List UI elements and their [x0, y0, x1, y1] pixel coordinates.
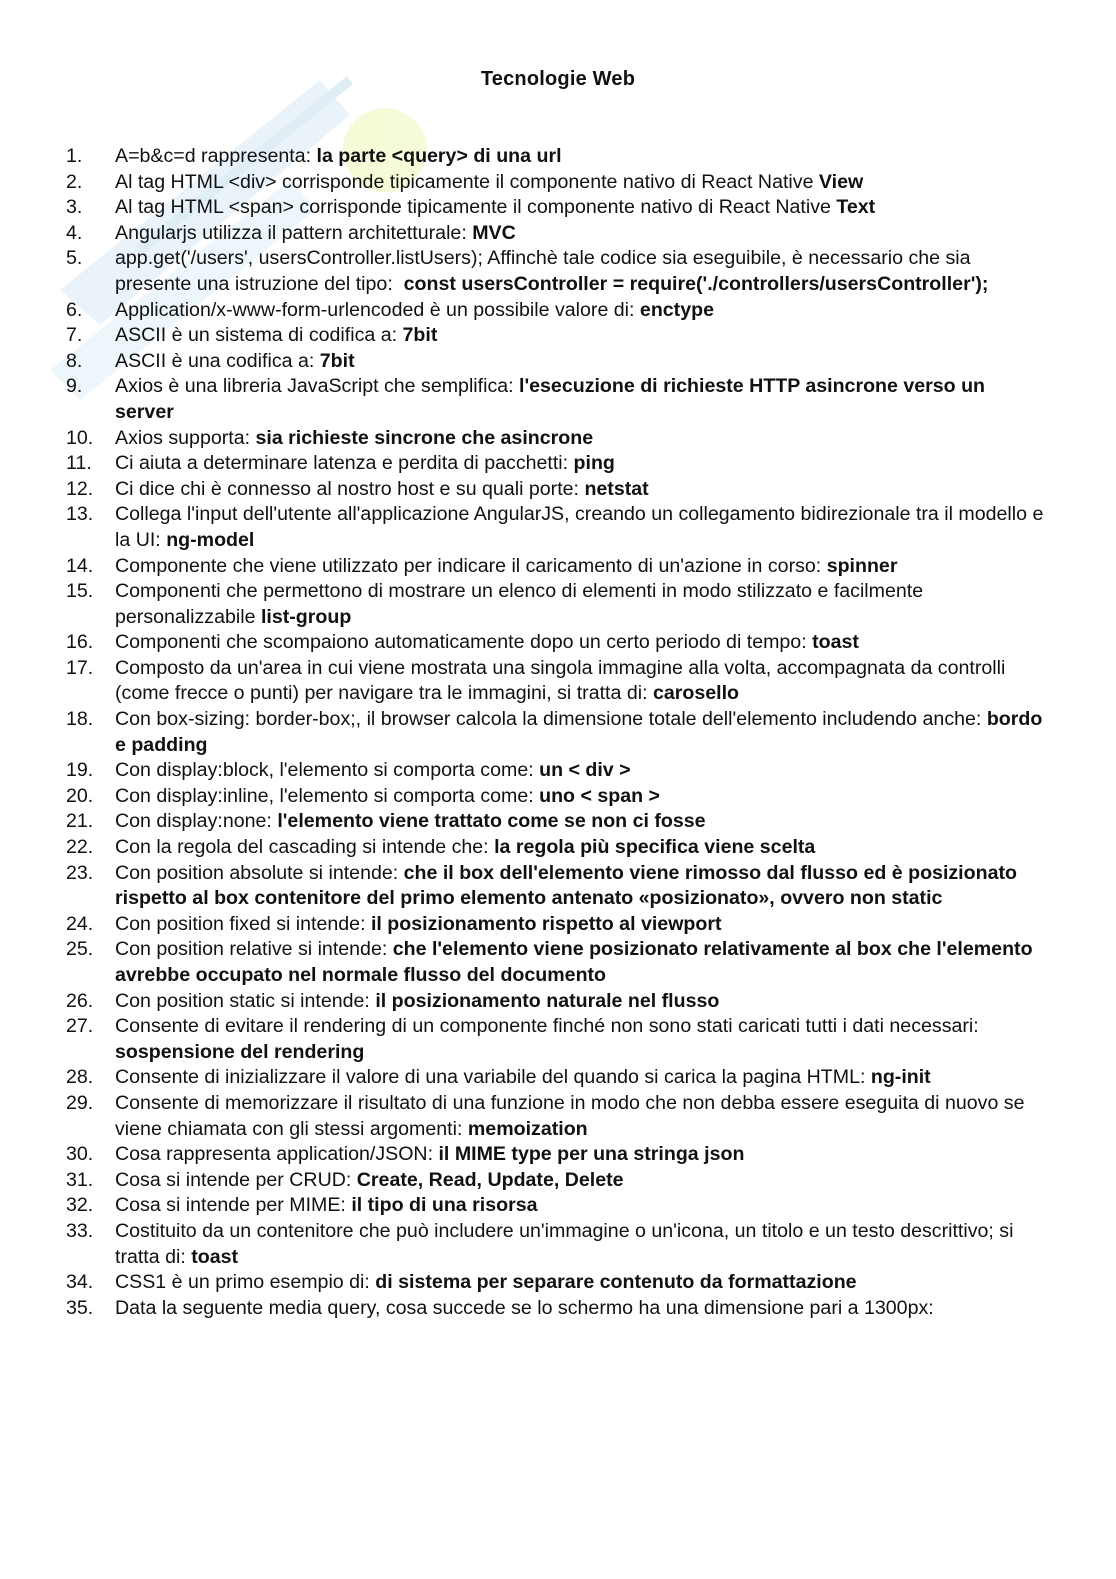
list-item	[66, 144, 1046, 170]
question-number: 27.	[66, 1015, 94, 1038]
question-body	[115, 1296, 1046, 1322]
question-number: 7.	[66, 324, 83, 347]
answer-text: il posizionamento naturale nel flusso	[375, 989, 720, 1012]
question-text: Consente di evitare il rendering di un componente finché non sono stati caricati tutti i dati necessari:	[115, 1015, 985, 1038]
question-body	[115, 170, 1046, 196]
question-text: Application/x-www-form-urlencoded è un possibile valore di:	[115, 298, 640, 321]
answer-text: Text	[836, 196, 876, 219]
question-text: Cosa si intende per CRUD:	[115, 1168, 357, 1191]
list-item	[66, 195, 1046, 221]
question-body	[115, 1014, 1046, 1065]
question-number: 25.	[66, 938, 94, 961]
list-item	[66, 989, 1046, 1015]
list-item	[66, 1270, 1046, 1296]
list-item	[66, 1296, 1046, 1322]
question-text: Componente che viene utilizzato per indicare il caricamento di un'azione in corso:	[115, 554, 827, 577]
list-item	[66, 170, 1046, 196]
question-body	[115, 758, 1046, 784]
question-body	[115, 1193, 1046, 1219]
answer-text: che il box dell'elemento viene rimosso dal flusso ed è posizionato rispetto al box contenitore del primo elemento antenato «posizionato», ovvero non static	[115, 861, 1023, 910]
question-text: Axios supporta:	[115, 426, 256, 449]
question-number: 34.	[66, 1271, 94, 1294]
answer-text: la regola più specifica viene scelta	[494, 836, 816, 859]
question-number: 5.	[66, 247, 83, 270]
question-number: 14.	[66, 554, 94, 577]
question-body	[115, 784, 1046, 810]
question-body	[115, 630, 1046, 656]
list-item	[66, 707, 1046, 758]
question-body	[115, 502, 1049, 553]
question-text: Collega l'input dell'utente all'applicazione AngularJS, creando un collegamento bidirezionale tra il modello e la UI:	[115, 503, 1049, 551]
answer-text: View	[818, 170, 864, 193]
answer-text: netstat	[584, 477, 649, 500]
list-item	[66, 374, 1046, 425]
question-number: 10.	[66, 426, 94, 449]
question-body	[115, 1091, 1046, 1142]
question-body	[115, 1219, 1046, 1270]
question-number: 11.	[66, 452, 92, 475]
question-body	[115, 323, 1046, 349]
answer-text: Create, Read, Update, Delete	[356, 1168, 624, 1191]
list-item	[66, 1065, 1046, 1091]
answer-text: enctype	[639, 298, 714, 321]
list-item	[66, 937, 1046, 988]
list-item	[66, 1168, 1046, 1194]
list-item	[66, 1014, 1046, 1065]
list-item	[66, 861, 1046, 912]
question-text: Con display:block, l'elemento si comporta come:	[115, 759, 540, 782]
answer-text: di sistema per separare contenuto da formattazione	[375, 1271, 857, 1294]
list-item	[66, 912, 1046, 938]
question-body	[115, 221, 1046, 247]
question-body	[115, 707, 1046, 758]
question-body	[115, 809, 1046, 835]
list-item	[66, 349, 1046, 375]
list-item	[66, 246, 1046, 297]
question-text: Con position relative si intende:	[115, 938, 393, 961]
list-item	[66, 630, 1046, 656]
answer-text: const usersController = require('./controllers/usersController');	[403, 272, 989, 295]
question-text: Con position fixed si intende:	[115, 912, 371, 935]
question-text: Composto da un'area in cui viene mostrata una singola immagine alla volta, accompagnata da controlli (come frecce o punti) per navigare tra le immagini, si tratta di:	[115, 656, 1011, 705]
answer-text: sospensione del rendering	[115, 1040, 365, 1063]
question-body	[115, 426, 1046, 452]
answer-text: 7bit	[402, 324, 438, 347]
question-number: 24.	[66, 912, 94, 935]
list-item	[66, 835, 1046, 861]
question-text: Costituito da un contenitore che può includere un'immagine o un'icona, un titolo e un testo descrittivo; si tratta di:	[115, 1219, 1019, 1268]
question-text: Consente di memorizzare il risultato di una funzione in modo che non debba essere eseguita di nuovo se viene chiamata con gli stessi argomenti:	[115, 1091, 1030, 1140]
question-body	[115, 349, 1046, 375]
question-body	[115, 451, 1046, 477]
question-body	[115, 579, 1046, 630]
answer-text: uno < span >	[539, 784, 660, 807]
question-number: 8.	[66, 349, 83, 372]
question-text: CSS1 è un primo esempio di:	[115, 1271, 376, 1294]
question-text: Al tag HTML <span> corrisponde tipicamente il componente nativo di React Native	[115, 196, 837, 219]
question-text: Con position absolute si intende:	[115, 861, 404, 884]
question-number: 18.	[66, 708, 94, 731]
question-text: Componenti che permettono di mostrare un elenco di elementi in modo stilizzato e facilmente personalizzabile	[115, 580, 929, 628]
list-item	[66, 323, 1046, 349]
question-body	[115, 246, 1046, 297]
question-body	[115, 554, 1046, 580]
question-body	[115, 937, 1046, 988]
question-body	[115, 477, 1046, 503]
answer-text: il MIME type per una stringa json	[438, 1143, 745, 1166]
question-list	[66, 144, 1049, 1321]
question-body	[115, 1065, 1046, 1091]
question-text: Con display:none:	[115, 810, 278, 833]
question-text: Data la seguente media query, cosa succede se lo schermo ha una dimensione pari a 1300px:	[115, 1296, 934, 1319]
question-body	[115, 1270, 1046, 1296]
question-body	[115, 656, 1046, 707]
answer-text: spinner	[826, 554, 898, 577]
question-text: Consente di inizializzare il valore di una variabile del quando si carica la pagina HTML:	[115, 1066, 871, 1089]
question-text: app.get('/users', usersController.listUsers); Affinchè tale codice sia eseguibile, è necessario che sia presente una istruzione del tipo:	[115, 247, 976, 295]
answer-text: MVC	[472, 221, 516, 244]
answer-text: 7bit	[319, 349, 355, 372]
list-item	[66, 656, 1046, 707]
question-number: 3.	[66, 196, 83, 219]
question-number: 22.	[66, 836, 94, 859]
question-number: 9.	[66, 375, 83, 398]
question-number: 29.	[66, 1091, 94, 1114]
question-text: Componenti che scompaiono automaticamente dopo un certo periodo di tempo:	[115, 631, 813, 654]
list-item	[66, 1219, 1046, 1270]
answer-text: carosello	[652, 682, 740, 705]
answer-text: l'elemento viene trattato come se non ci fosse	[277, 810, 706, 833]
question-text: ASCII è un sistema di codifica a:	[115, 324, 403, 347]
question-number: 20.	[66, 784, 94, 807]
question-text: Con display:inline, l'elemento si comporta come:	[115, 784, 540, 807]
question-number: 12.	[66, 477, 94, 500]
list-item	[66, 809, 1046, 835]
list-item	[66, 477, 1046, 503]
list-item	[66, 298, 1046, 324]
question-text: Con la regola del cascading si intende che:	[115, 836, 495, 859]
answer-text: un < div >	[539, 759, 631, 782]
answer-text: toast	[191, 1245, 239, 1268]
page-title: Tecnologie Web	[480, 68, 636, 90]
question-number: 33.	[66, 1219, 94, 1242]
answer-text: l'esecuzione di richieste HTTP asincrone verso un server	[115, 375, 991, 423]
answer-text: che l'elemento viene posizionato relativamente al box che l'elemento avrebbe occupato nel normale flusso del documento	[115, 938, 1038, 986]
question-body	[115, 912, 1046, 938]
question-number: 28.	[66, 1066, 94, 1089]
question-number: 30.	[66, 1143, 94, 1166]
question-text: Cosa rappresenta application/JSON:	[115, 1143, 439, 1166]
question-body	[115, 989, 1046, 1015]
answer-text: sia richieste sincrone che asincrone	[255, 426, 594, 449]
question-number: 26.	[66, 989, 94, 1012]
question-number: 6.	[66, 298, 83, 321]
list-item	[66, 426, 1046, 452]
question-number: 32.	[66, 1194, 94, 1217]
list-item	[66, 1193, 1046, 1219]
question-text: Con box-sizing: border-box;, il browser calcola la dimensione totale dell'elemento includendo anche:	[115, 708, 987, 731]
question-number: 15.	[66, 580, 94, 603]
question-text: Ci aiuta a determinare latenza e perdita di pacchetti:	[115, 452, 574, 475]
question-text: A=b&c=d rappresenta:	[115, 145, 317, 167]
answer-text: list-group	[260, 605, 352, 628]
list-item	[66, 502, 1049, 553]
answer-text: il tipo di una risorsa	[351, 1194, 538, 1217]
question-number: 17.	[66, 656, 94, 679]
question-number: 23.	[66, 861, 94, 884]
list-item	[66, 579, 1046, 630]
answer-text: ng-model	[166, 528, 255, 551]
answer-text: ping	[573, 452, 615, 475]
list-item	[66, 784, 1046, 810]
list-item	[66, 1142, 1046, 1168]
question-text: Ci dice chi è connesso al nostro host e su quali porte:	[115, 477, 585, 500]
question-number: 31.	[66, 1168, 94, 1191]
question-number: 4.	[66, 221, 83, 244]
question-body	[115, 195, 1046, 221]
question-number: 1.	[66, 145, 83, 167]
question-body	[115, 835, 1046, 861]
question-text: Con position static si intende:	[115, 989, 376, 1012]
question-body	[115, 1168, 1046, 1194]
answer-text: ng-init	[870, 1066, 931, 1089]
list-item	[66, 221, 1046, 247]
question-text: Cosa si intende per MIME:	[115, 1194, 352, 1217]
question-body	[115, 1142, 1046, 1168]
list-item	[66, 758, 1046, 784]
question-text: ASCII è una codifica a:	[115, 349, 320, 372]
question-number: 21.	[66, 810, 94, 833]
answer-text: bordo e padding	[115, 708, 1048, 756]
question-number: 2.	[66, 170, 83, 193]
answer-text: toast	[812, 631, 859, 654]
question-text: Axios è una libreria JavaScript che semplifica:	[115, 375, 520, 398]
question-number: 13.	[66, 503, 94, 526]
question-number: 35.	[66, 1296, 94, 1319]
list-item	[66, 554, 1046, 580]
question-body	[115, 298, 1046, 324]
answer-text: il posizionamento rispetto al viewport	[370, 912, 722, 935]
question-body	[115, 144, 1046, 170]
question-body	[115, 861, 1046, 912]
question-number: 19.	[66, 759, 94, 782]
question-text: Al tag HTML <div> corrisponde tipicamente il componente nativo di React Native	[115, 170, 819, 193]
question-text: Angularjs utilizza il pattern architetturale:	[115, 221, 473, 244]
list-item	[66, 1091, 1046, 1142]
answer-text: memoization	[467, 1117, 588, 1140]
question-body	[115, 374, 1046, 425]
answer-text: la parte <query> di una url	[316, 145, 562, 167]
list-item	[66, 451, 1046, 477]
question-number: 16.	[66, 631, 94, 654]
